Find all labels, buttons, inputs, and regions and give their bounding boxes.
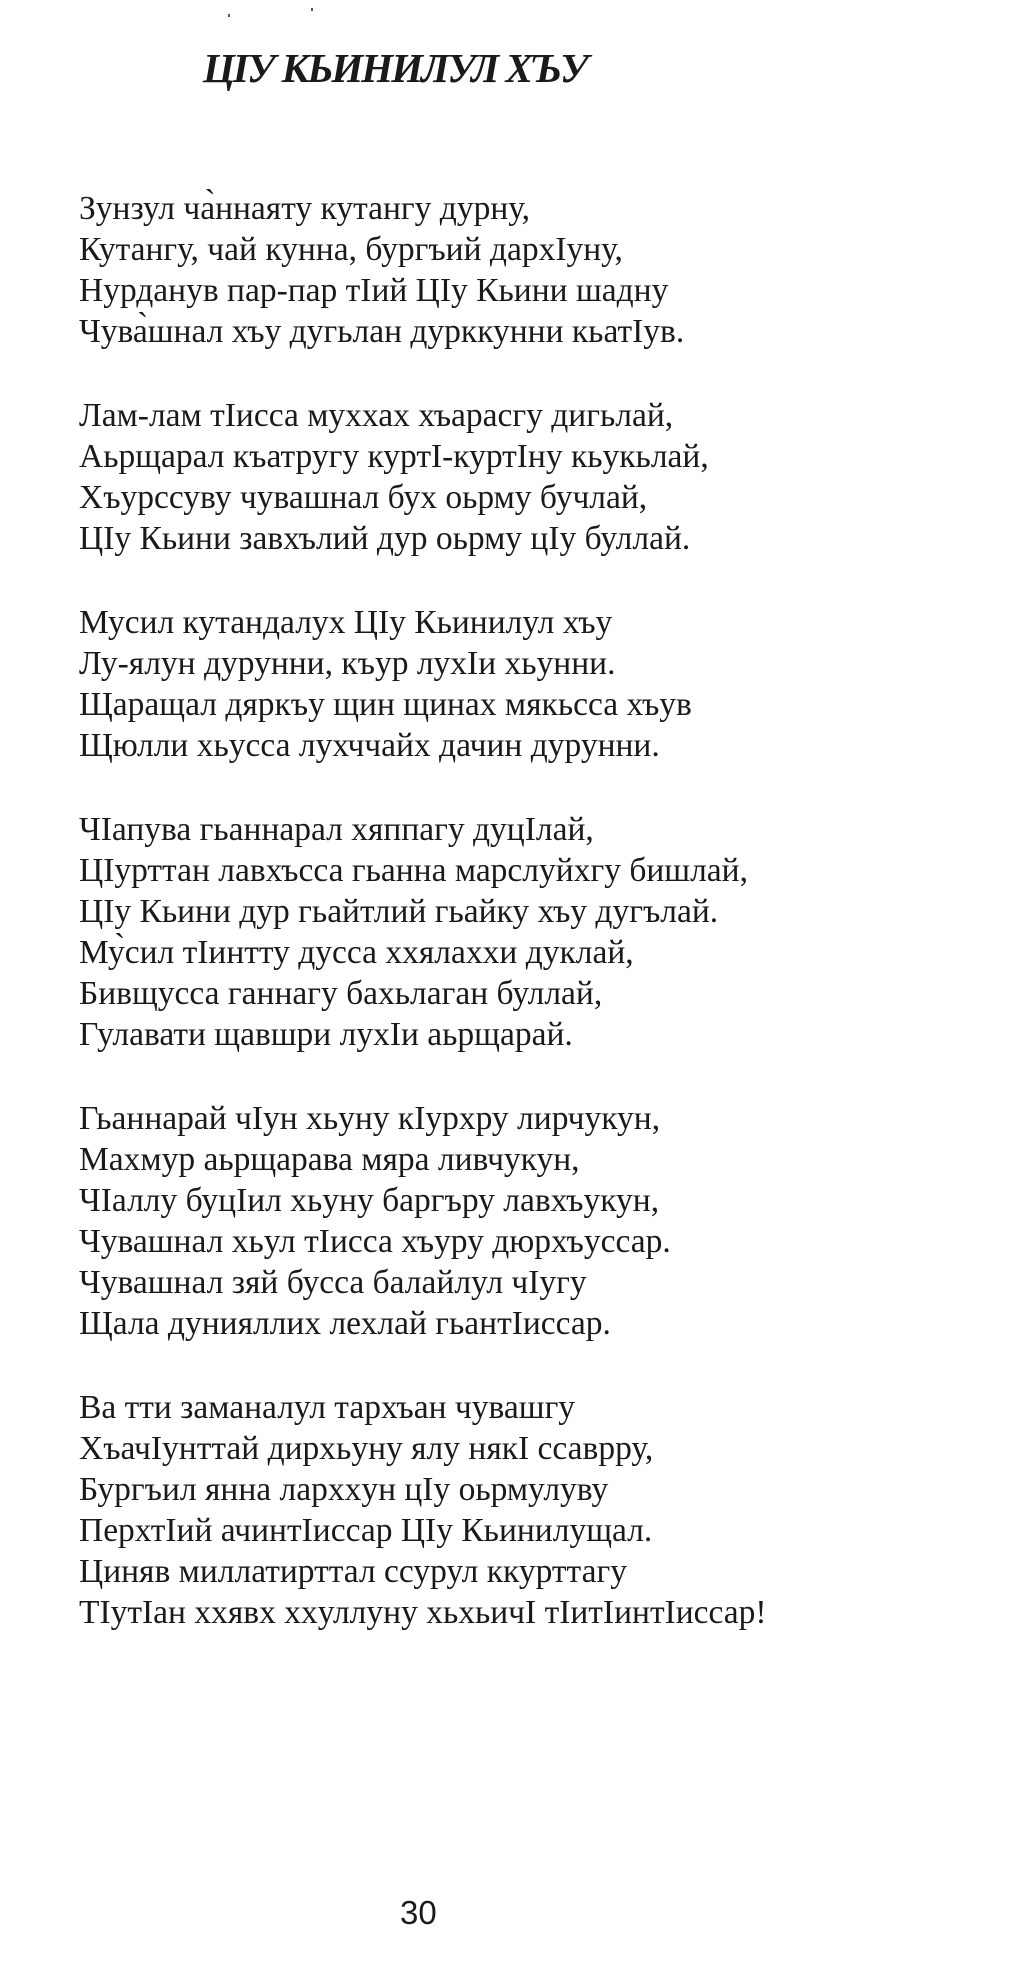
poem-line: ПерхтIий ачинтIиссар ЦIу Кьинилущал. [79, 1512, 653, 1549]
poem-line: Аьрщарал къатругу куртI-куртIну кьукьлай, [79, 438, 709, 475]
poem-line: Бивщусса ганнагу бахьлаган буллай, [79, 975, 603, 1012]
stanza [79, 395, 994, 559]
poem-line: ЦIу Кьини завхълий дур оьрму цIу буллай. [79, 520, 691, 557]
print-speck [311, 8, 313, 11]
stanza [79, 1387, 994, 1633]
poem-line: Лам-лам тIисса муххах хъарасгу дигьлай, [79, 397, 674, 434]
poem-line: Нурданув пар-пар тIий ЦIу Кьини шадну [79, 272, 669, 309]
poem-line: Щюлли хьусса лухччайх дачин дурунни. [79, 727, 660, 764]
poem-line: ХъачIунттай дирхьуну ялу някI ссаврру, [79, 1430, 654, 1467]
poem-line: Циняв миллатирттал ссурул ккурттагу [79, 1553, 627, 1590]
poem-line: Кутангу, чай кунна, бургъий дархIуну, [79, 231, 623, 268]
poem-line: Мусил кутандалух ЦIу Кьинилул хъу [79, 604, 613, 641]
poem-line: Махмур аьрщарава мяра ливчукун, [79, 1141, 580, 1178]
poem-line: Бургъил янна лархxун цIу оьрмулуву [79, 1471, 609, 1508]
poem-line: Щала дунияллих лехлай гьантIиссар. [79, 1305, 611, 1342]
poem-line: Щаращал дяркъу щин щинах мякьсса хъув [79, 686, 692, 723]
poem-line: Ва тти заманалул тархъан чувашгу [79, 1389, 576, 1426]
poem-line: ЧIапува гьаннарал хяппагу дуцIлай, [79, 811, 594, 848]
poem-line: Лу-ялун дурунни, къур лухIи хьунни. [79, 645, 616, 682]
print-speck [228, 14, 230, 17]
stanza [79, 809, 994, 1055]
poem-line: Чувашнал хьул тIисса хъуру дюрхъуссар. [79, 1223, 671, 1260]
stanza [79, 1098, 994, 1344]
poem-title: ЦIУ КЬИНИЛУЛ ХЪУ [203, 45, 587, 91]
poem-line: Хъурссуву чувашнал бух оьрму бучлай, [79, 479, 648, 516]
poem-line: ТIутIан ххявх хxуллуну хьхьичI тIитIинтIиссар! [79, 1594, 767, 1631]
page-number: 30 [400, 1894, 437, 1931]
poem-line: ЧIаллу буцIил хьуну баргъру лавхъукун, [79, 1182, 660, 1219]
poem-line: Чувашнал зяй бусса балайлул чIугу [79, 1264, 587, 1301]
poem-line: Зунзул ча̀ннаяту кутангу дурну, [79, 190, 531, 227]
poem-line: Гьаннарай чIун хьуну кIурхру лирчукун, [79, 1100, 661, 1137]
poem-line: Му̀сил тIинтту дусса ххялаххи дуклай, [79, 934, 634, 971]
poem-body [79, 188, 994, 1676]
stanza [79, 602, 994, 766]
poem-line: Гулавати щавшри лухIи аьрщарай. [79, 1016, 573, 1053]
poem-line: Чува̀шнал хъу дугьлан дурккунни кьатIув. [79, 313, 685, 350]
poem-line: ЦIу Кьини дур гьайтлий гьайку хъу дугълай. [79, 893, 719, 930]
poem-line: ЦIурттан лавхъсса гьанна марслуйхгу бишлай, [79, 852, 748, 889]
stanza [79, 188, 994, 352]
